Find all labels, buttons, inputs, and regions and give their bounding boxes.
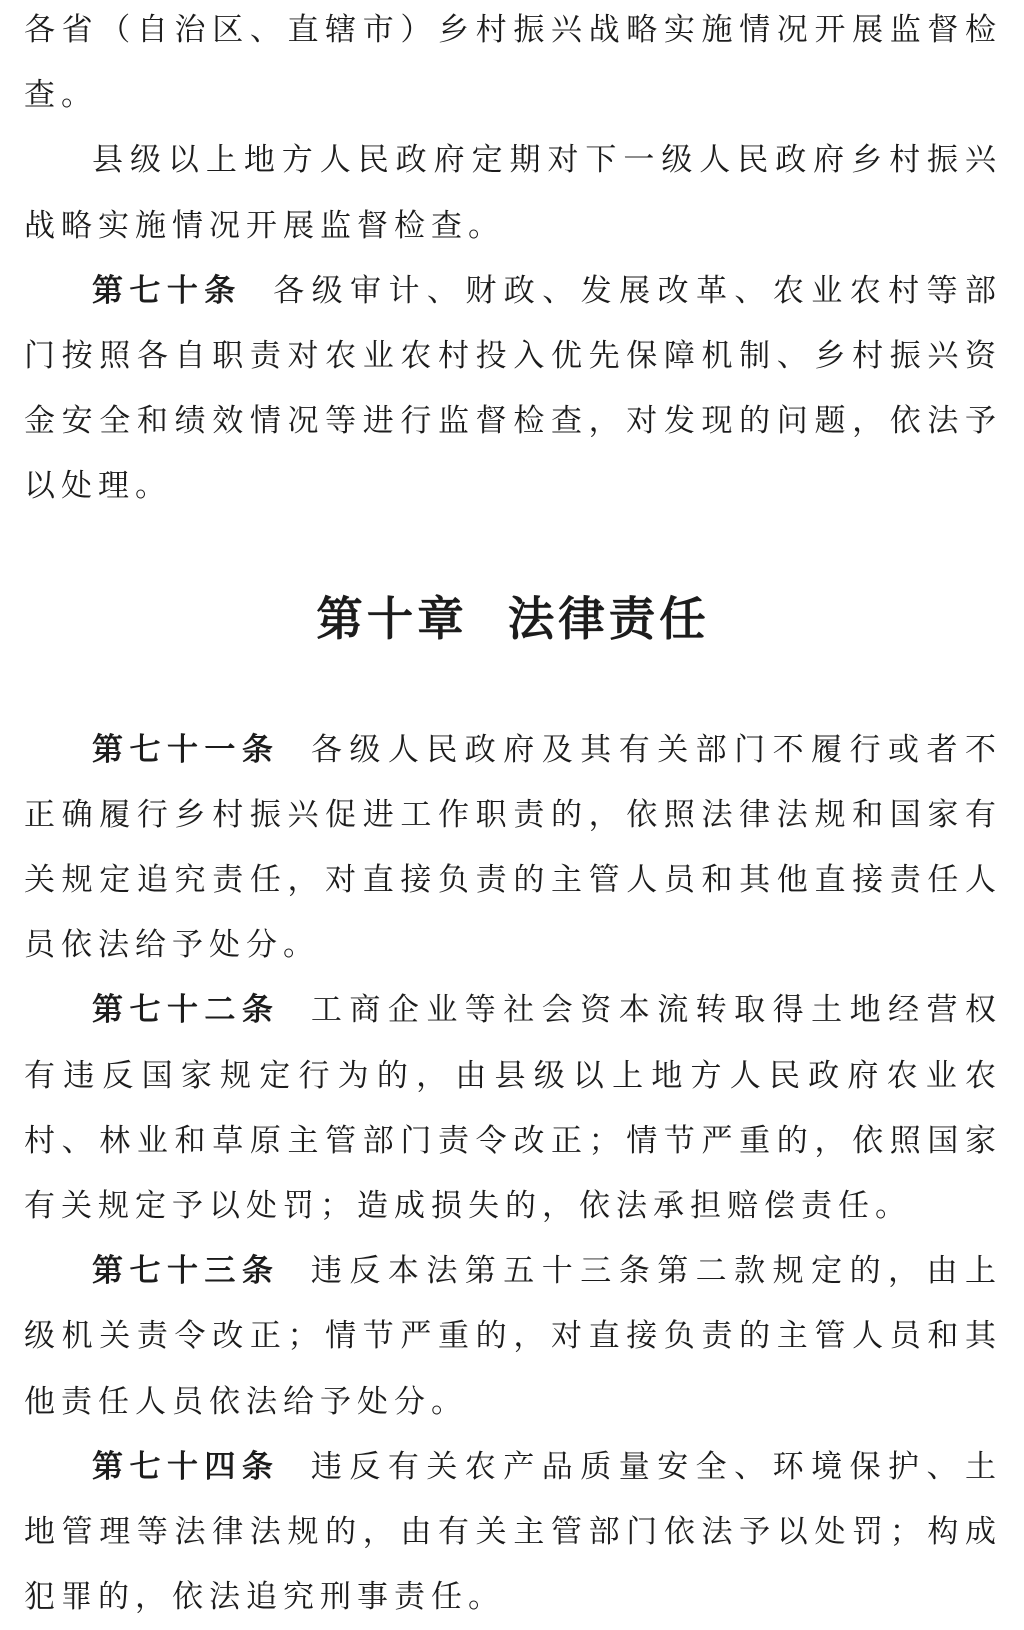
- article-72: [24, 978, 1002, 1239]
- article-71: [24, 718, 1002, 979]
- chapter-number: 第十章: [316, 591, 468, 646]
- article-number: 第七十四条: [92, 1448, 280, 1485]
- article-text: 工商企业等社会资本流转取得土地经营权有违反国家规定行为的，由县级以上地方人民政府农业农村、林业和草原主管部门责令改正；情节严重的，依照国家有关规定予以处罚；造成损失的，依法承担赔偿责任。: [24, 992, 1003, 1225]
- article-number: 第七十一条: [92, 731, 280, 768]
- document-body: [24, 0, 1002, 1630]
- article-text: 违反有关农产品质量安全、环境保护、土地管理等法律法规的，由有关主管部门依法予以处罚；构成犯罪的，依法追究刑事责任。: [24, 1448, 1003, 1616]
- article-text: 各级人民政府及其有关部门不履行或者不正确履行乡村振兴促进工作职责的，依照法律法规和国家有关规定追究责任，对直接负责的主管人员和其他直接责任人员依法给予处分。: [24, 731, 1003, 964]
- article-73: [24, 1239, 1002, 1435]
- chapter-title: 法律责任: [507, 591, 710, 646]
- paragraph-supervision: [24, 128, 1002, 258]
- chapter-heading: [24, 520, 1002, 718]
- article-70: [24, 259, 1002, 520]
- article-text: 违反本法第五十三条第二款规定的，由上级机关责令改正；情节严重的，对直接负责的主管人员和其他责任人员依法给予处分。: [24, 1253, 1003, 1420]
- paragraph-text: 县级以上地方人民政府定期对下一级人民政府乡村振兴战略实施情况开展监督检查。: [24, 142, 1002, 244]
- article-number: 第七十二条: [92, 992, 280, 1029]
- paragraph-text: 各省（自治区、直辖市）乡村振兴战略实施情况开展监督检查。: [24, 12, 1002, 114]
- paragraph-continuation: [24, 0, 1002, 128]
- article-text: 各级审计、财政、发展改革、农业农村等部门按照各自职责对农业农村投入优先保障机制、乡村振兴资金安全和绩效情况等进行监督检查，对发现的问题，依法予以处理。: [24, 272, 1003, 505]
- article-number: 第七十条: [92, 272, 242, 309]
- article-number: 第七十三条: [92, 1253, 280, 1290]
- article-74: [24, 1435, 1002, 1630]
